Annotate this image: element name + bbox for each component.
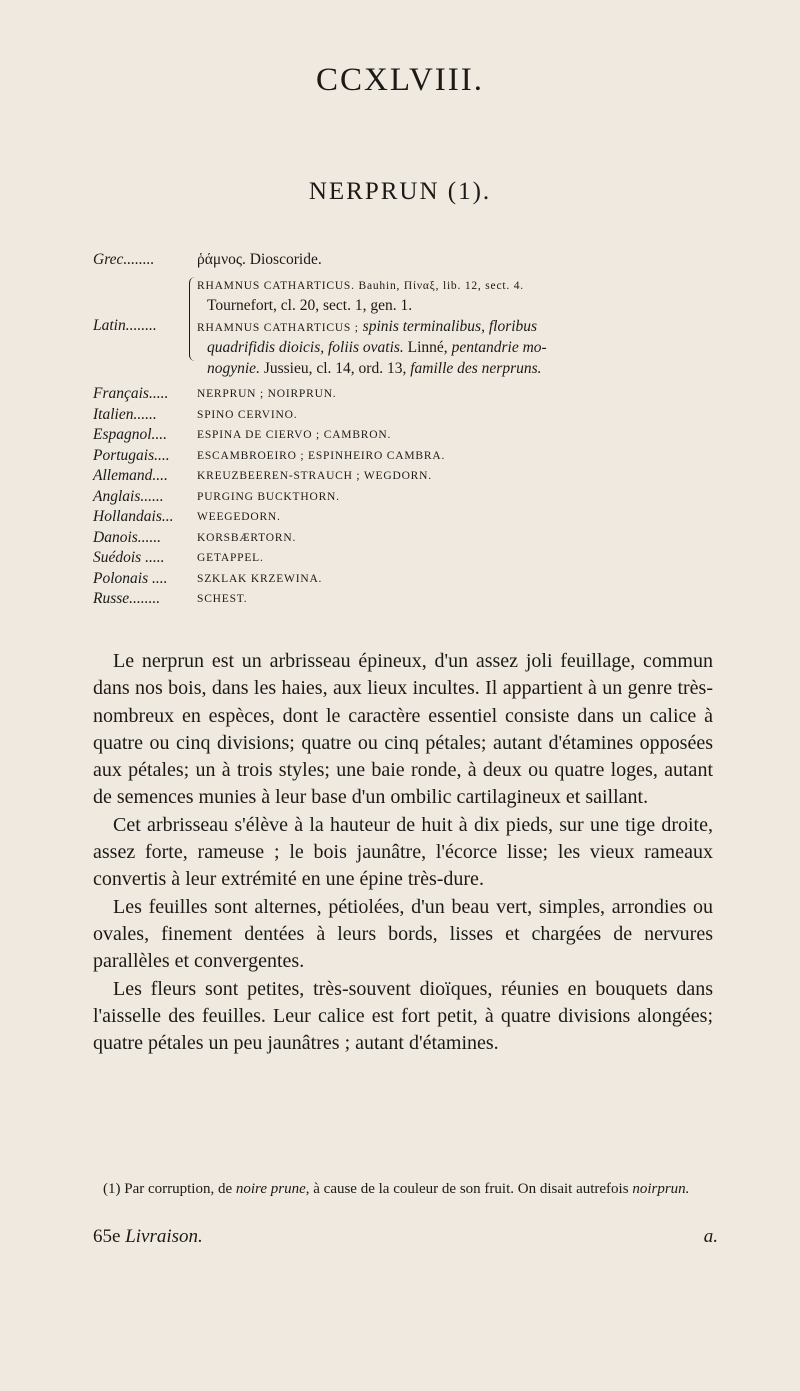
lang-label: Anglais...... [93,487,164,505]
name-row-vernacular [93,466,733,487]
paragraph: Les feuilles sont alternes, pétiolées, d'un beau vert, simples, arrondies ou ovales, finement dentées à leurs bords, lisses et chargées de nervures parallèles et convergentes. [93,895,713,973]
lang-value: SPINO CERVINO. [197,408,298,421]
name-row-vernacular [93,569,733,590]
page-title: NERPRUN (1). [308,178,492,205]
latin-line: quadrifidis dioicis, foliis ovatis. Linné, pentandrie mo- [207,339,547,356]
lang-value: ESCAMBROEIRO ; ESPINHEIRO CAMBRA. [197,449,446,462]
nomenclature-block [93,250,733,610]
lang-value: NERPRUN ; NOIRPRUN. [197,388,337,400]
latin-lines [197,275,733,380]
livraison-number: 65e [93,1226,121,1247]
chapter-numeral: CCXLVIII. [315,62,485,98]
vernacular-list [93,384,733,610]
lang-label: Italien...... [93,405,157,423]
lang-value: ESPINA DE CIERVO ; CAMBRON. [197,429,392,441]
name-row-grec [93,250,733,271]
lang-label: Latin........ [93,316,157,334]
lang-value: KREUZBEEREN-STRAUCH ; WEGDORN. [197,470,432,482]
lang-value: ῥάμνος. Dioscoride. [197,251,322,268]
latin-line: RHAMNUS CATHARTICUS. Bauhin, Πίναξ, lib. 12, sect. 4. [197,279,524,292]
name-row-vernacular [93,425,733,446]
name-row-vernacular [93,507,733,528]
lang-value: PURGING BUCKTHORN. [197,490,340,503]
name-row-vernacular [93,528,733,549]
paragraph: Le nerprun est un arbrisseau épineux, d'un assez joli feuillage, commun dans nos bois, dans les haies, aux lieux incultes. Il appartient à un genre très-nombreux en espèces, dont le caractère essentiel consiste dans un calice à quatre ou cinq divisions; quatre ou cinq pétales; autant d'étamines opposées aux pétales; un à trois styles; une baie ronde, à deux ou quatre loges, autant de semences munies à leur base d'un ombilic cartilagineux et saillant. [93,650,713,809]
lang-value: SZKLAK KRZEWINA. [197,572,323,585]
lang-value: SCHEST. [197,593,248,605]
lang-label: Portugais.... [93,446,170,464]
brace-icon [189,277,196,361]
name-row-latin [93,275,733,380]
name-row-vernacular [93,405,733,426]
lang-label: Allemand.... [93,467,168,484]
body-text [93,648,713,1057]
lang-label: Suédois ..... [93,549,165,566]
paragraph: Cet arbrisseau s'élève à la hauteur de huit à dix pieds, sur une tige droite, assez forte, rameuse ; le bois jaunâtre, l'écorce lisse; les vieux rameaux convertis à leur extrémité en une épine très-dure. [93,813,713,891]
lang-label: Espagnol.... [93,426,168,443]
lang-label: Russe........ [93,590,161,607]
lang-label: Polonais .... [93,569,168,587]
lang-value: GETAPPEL. [197,552,264,564]
lang-label: Grec........ [93,251,155,268]
lang-value: WEEGEDORN. [197,511,281,523]
footnote: (1) Par corruption, de noire prune, à cause de la couleur de son fruit. On disait autrefois noirprun. [103,1181,690,1197]
lang-label: Hollandais... [93,508,174,525]
signature-mark: a. [703,1226,718,1247]
name-row-vernacular [93,487,733,508]
lang-label: Danois...... [93,528,162,546]
name-row-vernacular [93,384,733,405]
paragraph: Les fleurs sont petites, très-souvent dioïques, réunies en bouquets dans l'aisselle des feuilles. Leur calice est fort petit, à quatre divisions alongées; quatre pétales un peu jaunâtres ; autant d'étamines. [93,977,713,1055]
latin-line: RHAMNUS CATHARTICUS ; spinis terminalibus, floribus [197,317,538,335]
lang-value: KORSBÆRTORN. [197,531,297,544]
page-footer [93,1226,718,1248]
latin-line: Tournefort, cl. 20, sect. 1, gen. 1. [207,297,413,314]
name-row-vernacular [93,446,733,467]
name-row-vernacular [93,548,733,569]
livraison-label: Livraison. [125,1226,203,1247]
latin-line: nogynie. Jussieu, cl. 14, ord. 13, famille des nerpruns. [207,359,542,377]
lang-label: Français..... [93,385,169,402]
name-row-vernacular [93,589,733,610]
